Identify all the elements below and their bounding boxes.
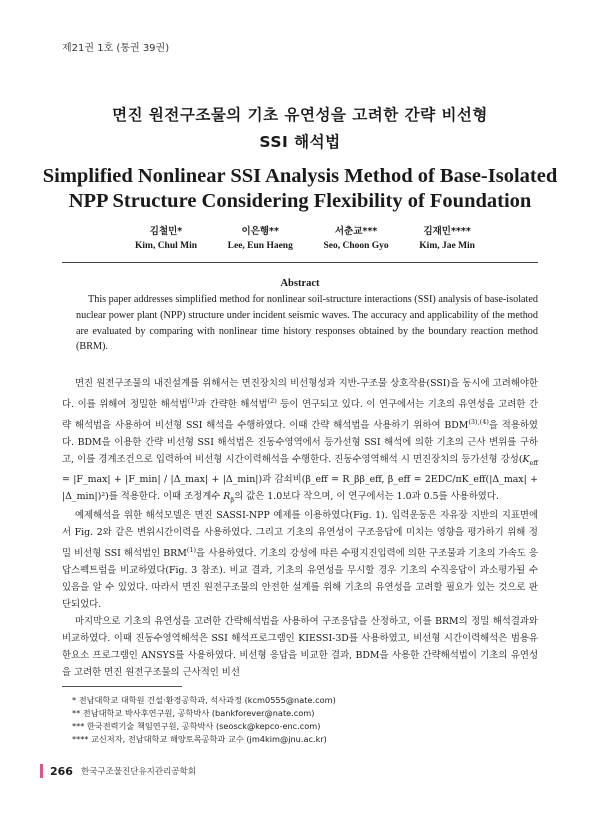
abstract-text: This paper addresses simplified method for nonlinear soil-structure interactions (SSI) analysis of base-isolated nuclear power plant (NPP) structure under incident seismic waves. The accuracy and applicability of the method are evaluated by comparing with nonlinear time history responses obtained by the boundary reaction method (BRM). [76,294,538,353]
footnote-text: 전남대학교 박사후연구원, 공학박사 (bankforever@nate.com) [82,708,315,718]
body-text [62,376,538,682]
text-run: = |F_max| + |F_min| / |Δ_max| + |Δ_min|)과 감쇠비(β_eff = R_ββ_eff, β_eff = 2EDC/πK_eff(|Δ_max| + |Δ_min|)²)를 적용한다. 이때 조정계수 [62,473,538,502]
author-name-korean: 김재민**** [423,226,471,237]
text-run: 을 적용하였다. BDM을 이용한 간략 비선형 SSI 해석법은 진동수영역에서 등가선형 SSI 해석에 의한 기초의 근사 변위를 구하고, 이를 경계조건으로 입력하여 비선형 시간이력해석을 수행한다. 진동수영역해석 시 면진장치의 등가선형 강성( [62,420,538,465]
citation: (1) [187,396,198,405]
author-name-english: Kim, Jae Min [419,241,475,251]
journal-name: 한국구조물진단유지관리공학회 [80,767,196,777]
author-name-english: Lee, Eun Haeng [227,241,293,251]
author-name-korean: 이은행** [241,226,279,237]
footnote [72,733,327,745]
text-run: 의 값은 1.0보다 작으며, 이 연구에서는 1.0과 0.5를 사용하였다. [234,490,499,502]
author [419,224,475,254]
footnote-mark: *** [72,721,85,731]
issue-label: 제21권 1호 (통권 39권) [62,43,170,54]
header-divider [62,262,538,263]
title-english-line1: Simplified Nonlinear SSI Analysis Method of Base-Isolated [42,165,558,187]
footnote-text: 한국전력기술 책임연구원, 공학박사 (seosck@kepco-enc.com) [86,721,321,731]
page-footer [40,764,196,778]
author-name-english: Kim, Chul Min [135,241,198,251]
footnote-mark: **** [72,734,89,744]
abstract-heading: Abstract [280,278,320,289]
footnote-divider [62,686,182,687]
body-paragraph [62,508,538,614]
author-name-korean: 김철민* [149,226,183,237]
footnote [72,720,320,732]
footnote-mark: ** [72,708,81,718]
text-run: 등이 연구되고 있다. 이 연구에서는 기초의 유연성을 고려한 간략 해석법을 사용하여 비선형 SSI 해석을 수행하였다. 이때 간략 해석법을 사용하기 위하여 BDM [62,399,539,432]
text-run: 을 사용하였다. 기초의 강성에 따른 수평지진입력에 의한 구조물과 기초의 가속도 응답스펙트럼을 비교하였다(Fig. 3 참조). 비교 결과, 기초의 유연성을 무시할 경우 기초의 수직응답이 과소평가될 수 있음을 알 수 있었다. 따라서 면진 원전구조물의 안전한 설계를 위해 기초의 유연성을 고려할 필요가 있는 것으로 판단되었다. [62,548,538,610]
page-number: 266 [50,764,73,778]
citation: (3),(4) [468,417,489,426]
title-english-line2: NPP Structure Considering Flexibility of Foundation [68,190,532,212]
page-number-bar [40,764,43,778]
text-run: 과 간략한 해석법 [197,399,268,411]
footnote [72,707,314,719]
symbol-subscript: β [230,495,235,504]
author [228,224,293,254]
symbol: K [522,453,530,465]
citation: (2) [267,396,277,405]
title-korean-line2: SSI 해석법 [259,133,341,151]
text-run: 면진 원전구조물의 내진설계를 위해서는 면진장치의 비선형성과 지반-구조물 상호작용(SSI)을 동시에 고려해야한다. 이를 위해여 정밀한 해석법 [62,378,538,411]
author [323,224,388,254]
footnote-mark: * [72,695,77,705]
text-run: 마지막으로 기초의 유연성을 고려한 간략해석법을 사용하여 구조응답을 산정하고, 이를 BRM의 정밀 해석결과와 비교하였다. 이때 진동수영역해석은 SSI 해석프로그램인 KIESSI-3D를 사용하였고, 비선형 시간이력해석은 범용유한요소 프로그램인 ANSYS를 사용하였다. 비선형 응답을 비교한 결과, BDM을 사용한 간략해석법이 기초의 유연성을 고려한 면진 원전구조물의 근사적인 비선 [62,615,538,678]
footnote-text: 전남대학교 대학원 건설·환경공학과, 석사과정 (kcm0555@nate.com) [78,695,336,705]
symbol: R [223,490,231,502]
title-korean-line1: 면진 원전구조물의 기초 유연성을 고려한 간략 비선형 [112,106,488,124]
footnote-text: 교신저자, 전남대학교 해양토목공학과 교수 (jm4kim@jnu.ac.kr) [90,734,327,744]
body-paragraph [62,376,538,508]
author-list [135,224,475,254]
text-run: 예제해석을 위한 해석모델은 면진 SASSI-NPP 예제를 이용하였다(Fig. 1). 입력운동은 자유장 지반의 지표면에서 Fig. 2와 같은 변위시간이력을 사용하였다. 그리고 기초의 유연성이 구조응답에 미치는 영향을 평가하기 위해 정밀 비선형 SSI 해석법인 BRM [62,510,538,560]
author-name-english: Seo, Choon Gyo [323,241,389,251]
footnote [72,694,336,706]
symbol-subscript: eff [529,458,538,467]
citation: (1) [186,546,197,555]
author [135,224,197,254]
author-name-korean: 서춘교*** [334,226,378,237]
body-paragraph [62,614,538,682]
